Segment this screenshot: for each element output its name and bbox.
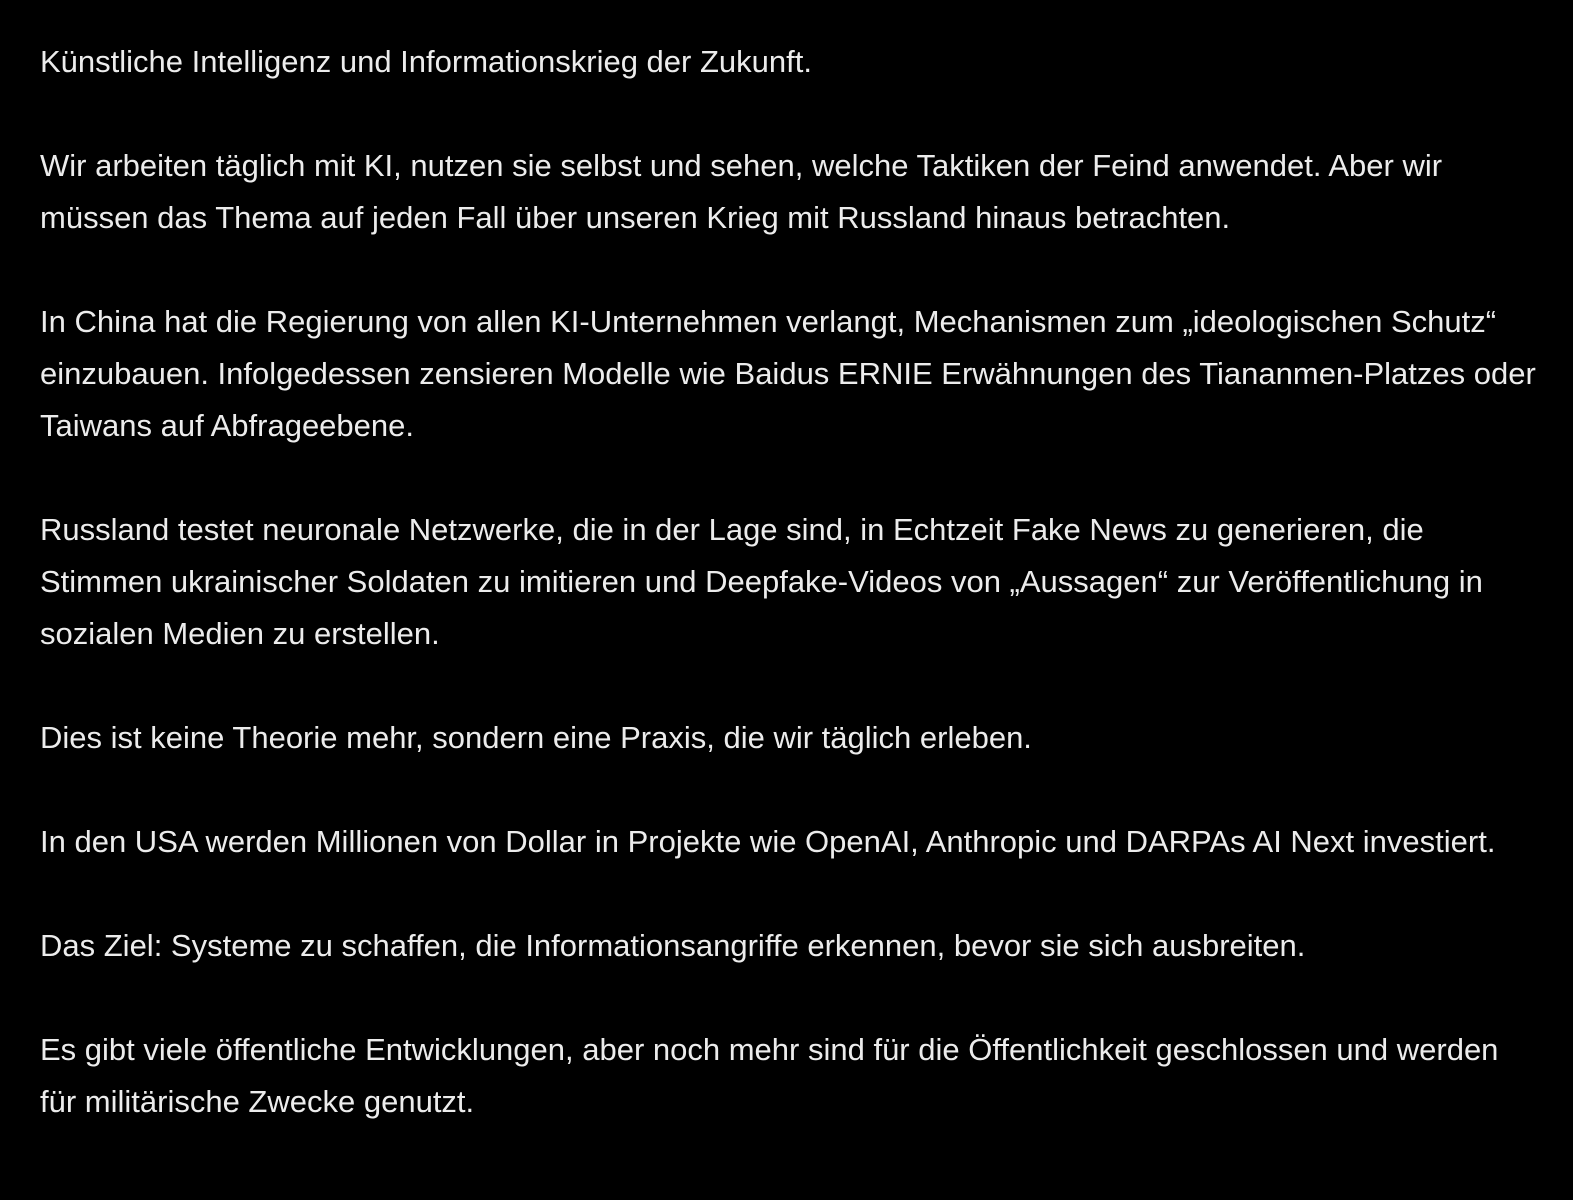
paragraph: In China hat die Regierung von allen KI-Unternehmen verlangt, Mechanismen zum „ideologischen Schutz“ einzubauen. Infolgedessen zensieren Modelle wie Baidus ERNIE Erwähnungen des Tiananmen-Platzes oder Taiwans auf Abfrageebene. [40,304,1536,443]
message-text-body [40,36,1540,1128]
paragraph: In den USA werden Millionen von Dollar in Projekte wie OpenAI, Anthropic und DARPAs AI Next investiert. [40,824,1496,859]
paragraph: Dies ist keine Theorie mehr, sondern eine Praxis, die wir täglich erleben. [40,720,1032,755]
paragraph: Das Ziel: Systeme zu schaffen, die Informationsangriffe erkennen, bevor sie sich ausbreiten. [40,928,1306,963]
document-title: Künstliche Intelligenz und Informationskrieg der Zukunft. [40,44,812,79]
paragraph: Es gibt viele öffentliche Entwicklungen, aber noch mehr sind für die Öffentlichkeit geschlossen und werden für militärische Zwecke genutzt. [40,1032,1499,1119]
paragraph: Russland testet neuronale Netzwerke, die in der Lage sind, in Echtzeit Fake News zu generieren, die Stimmen ukrainischer Soldaten zu imitieren und Deepfake-Videos von „Aussagen“ zur Veröffentlichung in sozialen Medien zu erstellen. [40,512,1483,651]
paragraph: Wir arbeiten täglich mit KI, nutzen sie selbst und sehen, welche Taktiken der Feind anwendet. Aber wir müssen das Thema auf jeden Fall über unseren Krieg mit Russland hinaus betrachten. [40,148,1443,235]
